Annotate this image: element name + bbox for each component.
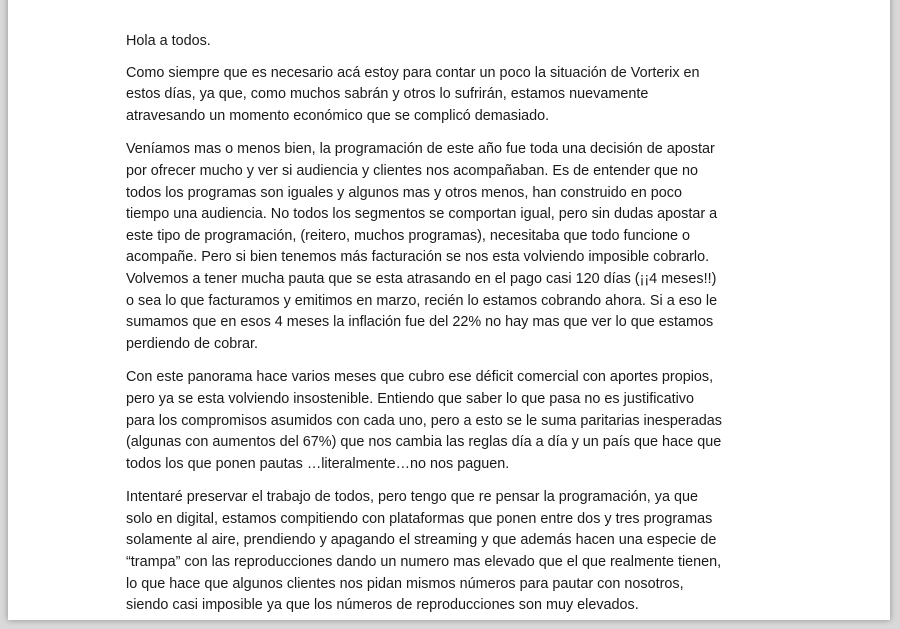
paragraph-4: Intentaré preservar el trabajo de todos, pero tengo que re pensar la programación, ya que solo en digital, estamos compitiendo con plataformas que ponen entre dos y tres programas solamente al aire, prendiendo y apagando el streaming y que además hacen una especie de “trampa” con las reproducciones dando un numero mas elevado que el que realmente tienen, lo que hace que algunos clientes nos pidan mismos números para pautar con nosotros, siendo casi imposible ya que los números de reproducciones son muy elevados. (126, 489, 722, 614)
paragraph-2: Veníamos mas o menos bien, la programación de este año fue toda una decisión de apostar por ofrecer mucho y ver si audiencia y clientes nos acompañaban. Es de entender que no todos los programas son iguales y algunos mas y otros menos, han construido en poco tiempo una audiencia. No todos los segmentos se comportan igual, pero sin dudas apostar a este tipo de programación, (reitero, muchos programas), necesitaba que todo funcione o acompañe. Pero si bien tenemos más facturación se nos esta volviendo imposible cobrarlo. Volvemos a tener mucha pauta que se esta atrasando en el pago casi 120 días (¡¡4 meses!!) o sea lo que facturamos y emitimos en marzo, recién lo estamos cobrando ahora. Si a eso le sumamos que en esos 4 meses la inflación fue del 22% no hay mas que ver lo que estamos perdiendo de cobrar. (126, 141, 718, 352)
greeting-line: Hola a todos. (126, 33, 211, 49)
paragraph-3: Con este panorama hace varios meses que cubro ese déficit comercial con aportes propios, pero ya se esta volviendo insostenible. Entiendo que saber lo que pasa no es justificativo para los compromisos asumidos con cada uno, pero a esto se le suma paritarias inesperadas (algunas con aumentos del 67%) que nos cambia las reglas día a día y un país que hace que todos los que ponen pautas …literalmente…no nos paguen. (126, 369, 722, 472)
paragraph-1: Como siempre que es necesario acá estoy para contar un poco la situación de Vorterix en estos días, ya que, como muchos sabrán y otros lo sufrirán, estamos nuevamente atravesando un momento económico que se complicó demasiado. (126, 64, 700, 124)
document-body (126, 31, 726, 629)
